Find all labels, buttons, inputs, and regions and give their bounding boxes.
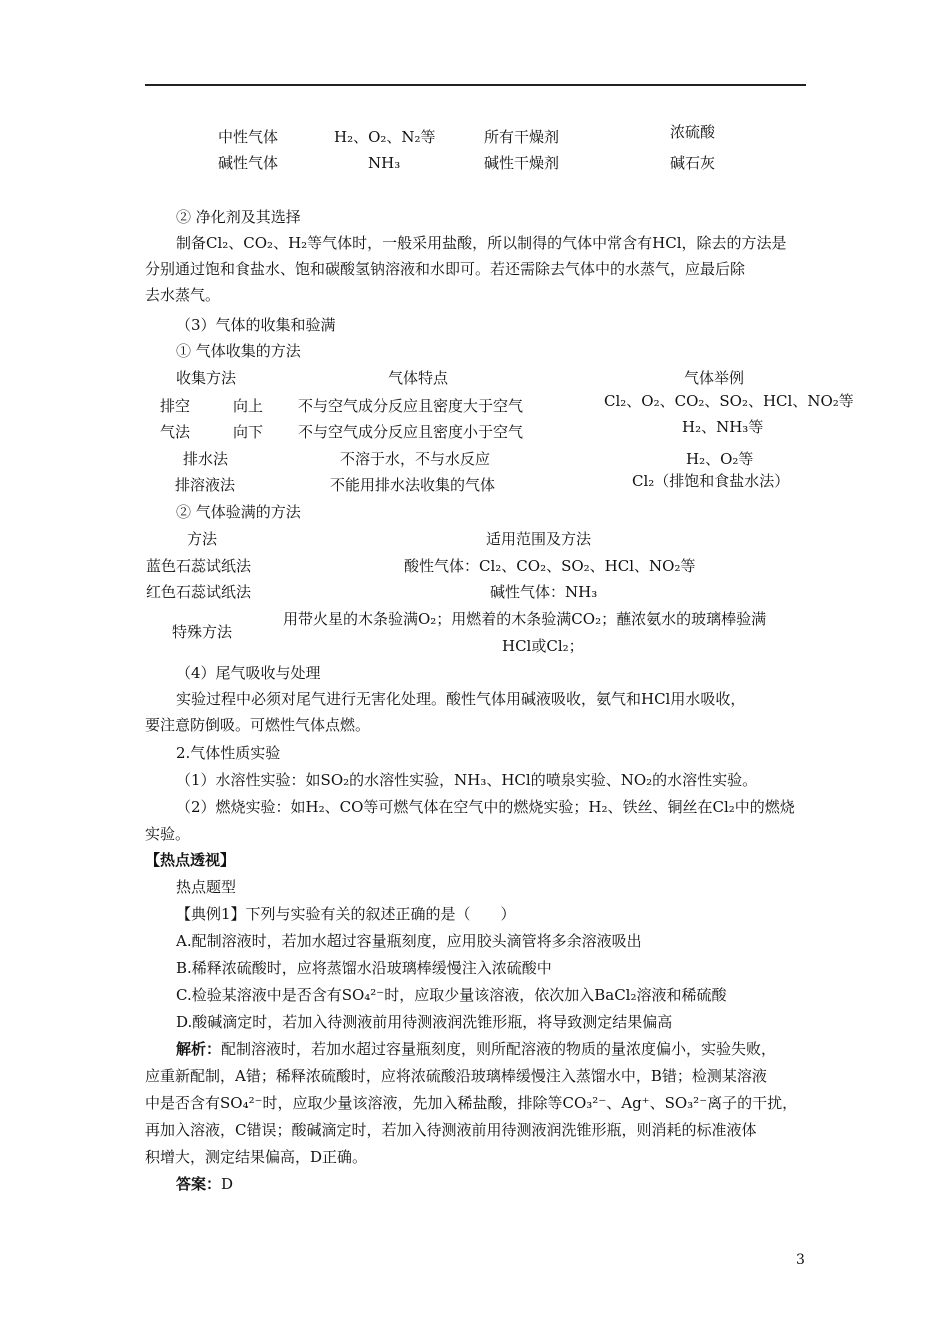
paragraph-line: 实验过程中必须对尾气进行无害化处理。酸性气体用碱液吸收，氨气和HCl用水吸收， (176, 690, 746, 708)
drying-reagent: 浓硫酸 (670, 123, 716, 141)
analysis-text: 再加入溶液，C错误；酸碱滴定时，若加入待测液前用待测液润洗锥形瓶，则消耗的标准液体 (145, 1121, 757, 1139)
column-header: 收集方法 (176, 369, 237, 387)
method-label: 排水法 (183, 450, 229, 468)
gas-example: H₂、O₂等 (686, 450, 754, 468)
gas-example: Cl₂（排饱和食盐水法） (632, 472, 790, 490)
option-c: C.检验某溶液中是否含有SO₄²⁻时，应取少量该溶液，依次加入BaCl₂溶液和稀硫酸 (176, 986, 727, 1004)
column-header: 方法 (187, 530, 218, 548)
gas-example: Cl₂、O₂、CO₂、SO₂、HCl、NO₂等 (604, 392, 854, 410)
drying-reagent: 碱石灰 (670, 154, 716, 172)
paragraph-line: 去水蒸气。 (145, 286, 221, 304)
method-label: 特殊方法 (172, 623, 233, 641)
gas-examples: H₂、O₂、N₂等 (334, 128, 436, 146)
method-label: 排空 (160, 397, 191, 415)
hotspot-subtitle: 热点题型 (176, 878, 237, 896)
column-header: 气体特点 (388, 369, 449, 387)
method-label: 蓝色石蕊试纸法 (146, 557, 252, 575)
method-label: 排溶液法 (175, 476, 236, 494)
paragraph-line: 实验。 (145, 825, 191, 843)
method-desc: 用带火星的木条验满O₂；用燃着的木条验满CO₂；蘸浓氨水的玻璃棒验满 (283, 610, 767, 628)
option-b: B.稀释浓硫酸时，应将蒸馏水沿玻璃棒缓慢注入浓硫酸中 (176, 959, 552, 977)
option-d: D.酸碱滴定时，若加入待测液前用待测液润洗锥形瓶，将导致测定结果偏高 (176, 1013, 673, 1031)
gas-feature: 不溶于水，不与水反应 (340, 450, 491, 468)
option-a: A.配制溶液时，若加水超过容量瓶刻度，应用胶头滴管将多余溶液吸出 (176, 932, 642, 950)
gas-feature: 不与空气成分反应且密度小于空气 (298, 423, 524, 441)
section-heading: ② 净化剂及其选择 (176, 208, 301, 226)
section-heading: （4）尾气吸收与处理 (176, 664, 321, 682)
question: 【典例1】下列与实验有关的叙述正确的是（ ） (176, 905, 516, 923)
column-header: 气体举例 (684, 369, 745, 387)
method-direction: 向上 (233, 397, 264, 415)
gas-type: 碱性气体 (218, 154, 279, 172)
analysis-label: 解析： (176, 1040, 222, 1058)
method-desc: 酸性气体：Cl₂、CO₂、SO₂、HCl、NO₂等 (404, 557, 696, 575)
gas-feature: 不能用排水法收集的气体 (330, 476, 496, 494)
paragraph-line: 要注意防倒吸。可燃性气体点燃。 (145, 716, 371, 734)
method-label: 气法 (160, 423, 191, 441)
analysis-text: 应重新配制，A错；稀释浓硫酸时，应将浓硫酸沿玻璃棒缓慢注入蒸馏水中，B错；检测某溶液 (145, 1067, 767, 1085)
subsection-heading: ② 气体验满的方法 (176, 503, 301, 521)
header-rule (145, 84, 806, 86)
gas-feature: 不与空气成分反应且密度大于空气 (298, 397, 524, 415)
analysis-first-line (176, 1039, 776, 1059)
gas-examples: NH₃ (368, 154, 401, 172)
drying-agent: 碱性干燥剂 (484, 154, 560, 172)
page-number: 3 (796, 1252, 805, 1268)
method-label: 红色石蕊试纸法 (146, 583, 252, 601)
gas-example: H₂、NH₃等 (682, 418, 764, 436)
section-heading: 2.气体性质实验 (176, 744, 281, 762)
method-direction: 向下 (233, 423, 264, 441)
answer-line (176, 1174, 233, 1194)
method-desc: HCl或Cl₂； (502, 637, 584, 655)
analysis-text: 中是否含有SO₄²⁻时，应取少量该溶液，先加入稀盐酸，排除等CO₃²⁻、Ag⁺、SO₃²⁻离子的干扰， (145, 1094, 798, 1112)
gas-type: 中性气体 (218, 128, 279, 146)
paragraph-line: 制备Cl₂、CO₂、H₂等气体时，一般采用盐酸，所以制得的气体中常含有HCl，除去的方法是 (176, 234, 787, 252)
column-header: 适用范围及方法 (486, 530, 592, 548)
subsection-heading: ① 气体收集的方法 (176, 342, 301, 360)
analysis-text: 积增大，测定结果偏高，D正确。 (145, 1148, 368, 1166)
analysis-text: 配制溶液时，若加水超过容量瓶刻度，则所配溶液的物质的量浓度偏小，实验失败， (221, 1040, 777, 1058)
paragraph-line: （2）燃烧实验：如H₂、CO等可燃气体在空气中的燃烧实验；H₂、铁丝、铜丝在Cl₂中的燃烧 (176, 798, 795, 816)
method-desc: 碱性气体：NH₃ (490, 583, 598, 601)
paragraph-line: （1）水溶性实验：如SO₂的水溶性实验，NH₃、HCl的喷泉实验、NO₂的水溶性实验。 (176, 771, 758, 789)
hotspot-title: 【热点透视】 (145, 851, 236, 869)
answer-label: 答案： (176, 1175, 222, 1193)
section-heading: （3）气体的收集和验满 (176, 316, 336, 334)
drying-agent: 所有干燥剂 (484, 128, 560, 146)
paragraph-line: 分别通过饱和食盐水、饱和碳酸氢钠溶液和水即可。若还需除去气体中的水蒸气，应最后除 (145, 260, 746, 278)
answer-value: D (221, 1175, 234, 1193)
